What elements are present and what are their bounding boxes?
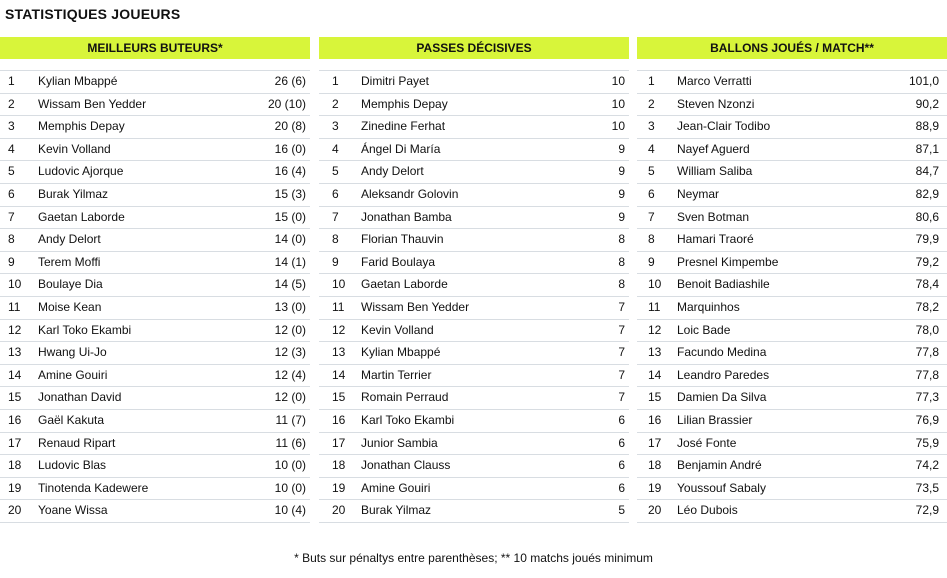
stat-value: 8 <box>618 232 625 247</box>
footnote: * Buts sur pénaltys entre parenthèses; ** 10 matchs joués minimum <box>294 551 653 565</box>
player-name: Jonathan David <box>38 390 122 405</box>
player-name: Boulaye Dia <box>38 277 103 292</box>
stat-value: 80,6 <box>915 209 939 224</box>
player-name: Benjamin André <box>677 458 762 473</box>
table-row <box>637 342 947 365</box>
table-row <box>319 161 629 184</box>
stat-value: 82,9 <box>915 186 939 201</box>
table-row <box>0 433 310 456</box>
player-name: Zinedine Ferhat <box>361 119 446 134</box>
stat-value: 12 (4) <box>274 367 306 382</box>
row-rank: 16 <box>332 412 346 427</box>
row-rank: 2 <box>8 96 15 111</box>
stat-value: 12 (0) <box>274 390 306 405</box>
table-row <box>0 252 310 275</box>
stat-value: 101,0 <box>908 74 939 88</box>
table-row <box>319 342 629 365</box>
row-rank: 13 <box>648 345 662 360</box>
table-row <box>319 94 629 117</box>
player-name: Presnel Kimpembe <box>677 254 779 269</box>
stat-value: 79,2 <box>915 254 939 269</box>
table-row <box>637 387 947 410</box>
row-rank: 5 <box>332 164 339 179</box>
row-rank: 6 <box>8 186 15 201</box>
stat-value: 14 (0) <box>274 232 306 247</box>
player-name: Facundo Medina <box>677 345 767 360</box>
table-row <box>637 500 947 523</box>
row-rank: 20 <box>332 503 346 518</box>
stat-value: 20 (8) <box>274 119 306 134</box>
row-rank: 12 <box>332 322 346 337</box>
row-rank: 4 <box>8 141 15 156</box>
table-row <box>319 500 629 523</box>
player-name: Florian Thauvin <box>361 232 444 247</box>
player-name: Amine Gouiri <box>38 367 108 382</box>
player-name: Sven Botman <box>677 209 750 224</box>
player-name: Gaetan Laborde <box>38 209 125 224</box>
row-rank: 17 <box>648 435 662 450</box>
row-rank: 11 <box>648 299 661 314</box>
player-name: Kevin Volland <box>38 141 111 156</box>
table-row <box>637 297 947 320</box>
player-name: Marco Verratti <box>677 74 752 88</box>
table-row <box>319 71 629 94</box>
stat-value: 87,1 <box>915 141 939 156</box>
table-row <box>0 161 310 184</box>
table-row <box>637 184 947 207</box>
player-name: Hwang Ui-Jo <box>38 345 107 360</box>
player-name: Steven Nzonzi <box>677 96 755 111</box>
table-row <box>319 229 629 252</box>
table-row <box>319 365 629 388</box>
stat-value: 6 <box>618 458 625 473</box>
row-rank: 18 <box>648 458 662 473</box>
player-name: Léo Dubois <box>677 503 738 518</box>
stat-value: 77,8 <box>915 367 939 382</box>
player-name: Leandro Paredes <box>677 367 770 382</box>
player-name: Andy Delort <box>361 164 424 179</box>
row-rank: 19 <box>332 480 346 495</box>
row-rank: 18 <box>332 458 346 473</box>
stat-value: 15 (0) <box>274 209 306 224</box>
stat-value: 77,3 <box>915 390 939 405</box>
player-name: José Fonte <box>677 435 737 450</box>
player-name: Ludovic Blas <box>38 458 107 473</box>
stat-value: 84,7 <box>915 164 939 179</box>
balls-played-table <box>637 37 947 523</box>
row-rank: 1 <box>332 74 339 88</box>
row-rank: 1 <box>648 74 655 88</box>
stat-value: 12 (3) <box>274 345 306 360</box>
stat-value: 73,5 <box>915 480 939 495</box>
table-row <box>637 365 947 388</box>
stat-value: 10 <box>611 74 625 88</box>
table-row <box>319 184 629 207</box>
table-row <box>637 433 947 456</box>
row-rank: 10 <box>648 277 662 292</box>
stat-value: 7 <box>618 390 625 405</box>
player-name: Ludovic Ajorque <box>38 164 124 179</box>
table-row <box>319 207 629 230</box>
stat-value: 11 (7) <box>275 412 306 427</box>
table-row <box>319 116 629 139</box>
stat-value: 78,0 <box>915 322 939 337</box>
player-name: Kylian Mbappé <box>38 74 118 88</box>
table-row <box>0 478 310 501</box>
player-name: Terem Moffi <box>38 254 101 269</box>
player-name: Karl Toko Ekambi <box>361 412 455 427</box>
row-rank: 15 <box>648 390 662 405</box>
row-rank: 15 <box>332 390 346 405</box>
row-rank: 18 <box>8 458 22 473</box>
stat-value: 75,9 <box>915 435 939 450</box>
table-row <box>637 410 947 433</box>
row-rank: 17 <box>332 435 346 450</box>
table-row <box>0 455 310 478</box>
table-row <box>0 139 310 162</box>
row-rank: 1 <box>8 74 15 88</box>
player-name: Wissam Ben Yedder <box>361 299 470 314</box>
table-row <box>0 410 310 433</box>
player-name: Ángel Di María <box>361 141 441 156</box>
row-rank: 7 <box>332 209 339 224</box>
table-row <box>637 207 947 230</box>
stat-value: 7 <box>618 367 625 382</box>
row-rank: 3 <box>8 119 15 134</box>
row-rank: 8 <box>8 232 15 247</box>
stat-value: 10 (0) <box>274 458 306 473</box>
row-rank: 19 <box>8 480 22 495</box>
table-row <box>637 229 947 252</box>
table-row <box>319 387 629 410</box>
player-name: Loic Bade <box>677 322 731 337</box>
stat-value: 8 <box>618 254 625 269</box>
table-row <box>0 71 310 94</box>
table-rows <box>637 70 947 523</box>
stat-value: 9 <box>618 186 625 201</box>
top-scorers-table <box>0 37 310 523</box>
table-rows <box>319 70 629 523</box>
stat-value: 16 (0) <box>274 141 306 156</box>
row-rank: 15 <box>8 390 22 405</box>
stat-value: 79,9 <box>915 232 939 247</box>
row-rank: 16 <box>648 412 662 427</box>
row-rank: 8 <box>332 232 339 247</box>
player-name: Jonathan Bamba <box>361 209 452 224</box>
table-row <box>637 274 947 297</box>
row-rank: 6 <box>648 186 655 201</box>
table-row <box>319 252 629 275</box>
player-name: Memphis Depay <box>38 119 125 134</box>
player-name: Hamari Traoré <box>677 232 754 247</box>
table-row <box>637 94 947 117</box>
table-row <box>0 94 310 117</box>
player-name: Martin Terrier <box>361 367 432 382</box>
player-name: Aleksandr Golovin <box>361 186 459 201</box>
row-rank: 10 <box>8 277 22 292</box>
player-name: Jean-Clair Todibo <box>677 119 771 134</box>
stat-value: 7 <box>618 299 625 314</box>
stat-value: 76,9 <box>915 412 939 427</box>
row-rank: 20 <box>8 503 22 518</box>
row-rank: 10 <box>332 277 346 292</box>
row-rank: 17 <box>8 435 22 450</box>
table-row <box>0 184 310 207</box>
table-header: MEILLEURS BUTEURS* <box>0 37 310 59</box>
row-rank: 7 <box>8 209 15 224</box>
row-rank: 4 <box>648 141 655 156</box>
row-rank: 20 <box>648 503 662 518</box>
row-rank: 11 <box>332 299 345 314</box>
stat-value: 8 <box>618 277 625 292</box>
stat-value: 15 (3) <box>274 186 306 201</box>
row-rank: 2 <box>332 96 339 111</box>
stat-value: 10 <box>611 119 625 134</box>
row-rank: 3 <box>332 119 339 134</box>
table-row <box>637 116 947 139</box>
player-name: Nayef Aguerd <box>677 141 750 156</box>
player-name: Jonathan Clauss <box>361 458 451 473</box>
row-rank: 9 <box>332 254 339 269</box>
player-name: Neymar <box>677 186 720 201</box>
stat-value: 5 <box>618 503 625 518</box>
stat-value: 9 <box>618 141 625 156</box>
player-name: Moise Kean <box>38 299 102 314</box>
stat-value: 14 (1) <box>274 254 306 269</box>
table-row <box>637 478 947 501</box>
table-row <box>319 139 629 162</box>
row-rank: 16 <box>8 412 22 427</box>
row-rank: 5 <box>648 164 655 179</box>
player-name: Kevin Volland <box>361 322 434 337</box>
row-rank: 14 <box>332 367 346 382</box>
stat-value: 6 <box>618 480 625 495</box>
stat-value: 13 (0) <box>274 299 306 314</box>
row-rank: 14 <box>8 367 22 382</box>
player-name: Benoit Badiashile <box>677 277 770 292</box>
table-row <box>0 116 310 139</box>
table-row <box>637 455 947 478</box>
row-rank: 8 <box>648 232 655 247</box>
table-header: BALLONS JOUÉS / MATCH** <box>637 37 947 59</box>
table-row <box>637 139 947 162</box>
row-rank: 4 <box>332 141 339 156</box>
stat-value: 14 (5) <box>274 277 306 292</box>
table-row <box>319 320 629 343</box>
row-rank: 3 <box>648 119 655 134</box>
stat-value: 20 (10) <box>267 96 306 111</box>
table-row <box>319 410 629 433</box>
row-rank: 9 <box>8 254 15 269</box>
stat-value: 10 (0) <box>274 480 306 495</box>
player-name: Gaël Kakuta <box>38 412 105 427</box>
row-rank: 12 <box>8 322 22 337</box>
player-name: Renaud Ripart <box>38 435 116 450</box>
player-name: Wissam Ben Yedder <box>38 96 147 111</box>
stat-value: 9 <box>618 164 625 179</box>
table-row <box>637 252 947 275</box>
table-row <box>0 500 310 523</box>
table-row <box>319 297 629 320</box>
stat-value: 11 (6) <box>275 435 306 450</box>
row-rank: 12 <box>648 322 662 337</box>
row-rank: 2 <box>648 96 655 111</box>
row-rank: 9 <box>648 254 655 269</box>
player-name: Amine Gouiri <box>361 480 431 495</box>
stat-value: 26 (6) <box>274 74 306 88</box>
player-name: Dimitri Payet <box>361 74 430 88</box>
stat-value: 90,2 <box>915 96 939 111</box>
table-row <box>319 433 629 456</box>
stat-value: 9 <box>618 209 625 224</box>
stat-value: 88,9 <box>915 119 939 134</box>
row-rank: 13 <box>8 345 22 360</box>
table-row <box>0 229 310 252</box>
player-name: Youssouf Sabaly <box>677 480 766 495</box>
table-row <box>319 478 629 501</box>
stat-value: 10 <box>611 96 625 111</box>
player-name: Marquinhos <box>677 299 740 314</box>
stat-value: 10 (4) <box>274 503 306 518</box>
stat-value: 74,2 <box>915 458 939 473</box>
table-row <box>0 365 310 388</box>
table-row <box>0 320 310 343</box>
player-name: Yoane Wissa <box>38 503 108 518</box>
table-row <box>319 274 629 297</box>
player-name: Burak Yilmaz <box>38 186 109 201</box>
stat-value: 6 <box>618 435 625 450</box>
row-rank: 5 <box>8 164 15 179</box>
table-row <box>0 297 310 320</box>
row-rank: 11 <box>8 299 21 314</box>
player-name: Burak Yilmaz <box>361 503 432 518</box>
player-name: Lilian Brassier <box>677 412 753 427</box>
table-row <box>0 207 310 230</box>
row-rank: 14 <box>648 367 662 382</box>
player-name: Farid Boulaya <box>361 254 436 269</box>
row-rank: 7 <box>648 209 655 224</box>
table-row <box>0 274 310 297</box>
player-name: Kylian Mbappé <box>361 345 441 360</box>
table-header: PASSES DÉCISIVES <box>319 37 629 59</box>
table-row <box>637 161 947 184</box>
table-row <box>0 342 310 365</box>
player-name: Karl Toko Ekambi <box>38 322 132 337</box>
player-name: Junior Sambia <box>361 435 438 450</box>
stat-value: 77,8 <box>915 345 939 360</box>
assists-table <box>319 37 629 523</box>
table-row <box>319 455 629 478</box>
page-title: STATISTIQUES JOUEURS <box>5 6 181 22</box>
row-rank: 13 <box>332 345 346 360</box>
player-name: Memphis Depay <box>361 96 448 111</box>
player-name: Gaetan Laborde <box>361 277 448 292</box>
stat-value: 78,2 <box>915 299 939 314</box>
stat-value: 7 <box>618 345 625 360</box>
table-row <box>0 387 310 410</box>
table-row <box>637 71 947 94</box>
table-row <box>637 320 947 343</box>
player-name: Andy Delort <box>38 232 101 247</box>
stat-value: 6 <box>618 412 625 427</box>
player-name: Damien Da Silva <box>677 390 767 405</box>
stat-value: 7 <box>618 322 625 337</box>
player-name: Romain Perraud <box>361 390 449 405</box>
stat-value: 16 (4) <box>274 164 306 179</box>
player-name: William Saliba <box>677 164 753 179</box>
row-rank: 19 <box>648 480 662 495</box>
stat-value: 12 (0) <box>274 322 306 337</box>
row-rank: 6 <box>332 186 339 201</box>
stat-value: 78,4 <box>915 277 939 292</box>
stat-value: 72,9 <box>915 503 939 518</box>
player-name: Tinotenda Kadewere <box>38 480 149 495</box>
table-rows <box>0 70 310 523</box>
